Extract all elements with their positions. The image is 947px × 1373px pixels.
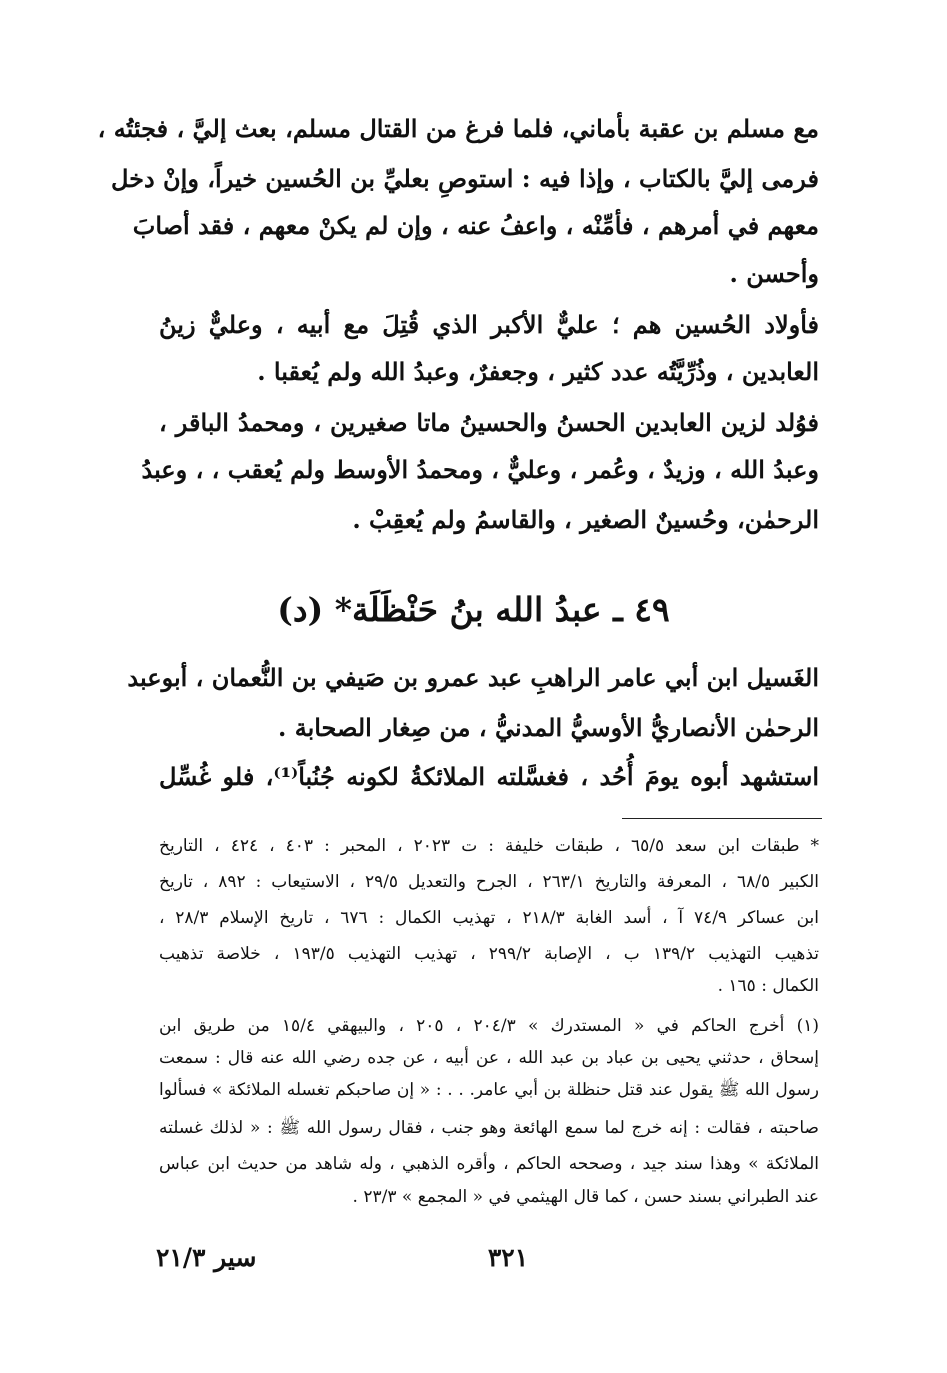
- footnote-line: الملائكة » وهذا سند جيد ، وصححه الحاكم ، وأقره الذهبي ، وله شاهد من حديث ابن عباس: [159, 1154, 819, 1174]
- text-line: الرحمٰن، وحُسينٌ الصغير ، والقاسمُ ولم يُعقِبْ .: [352, 505, 819, 534]
- text-line: معهم في أمرهم ، فأمِّنْه ، واعفُ عنه ، وإن لم يكنْ معهم ، فقد أصابَ: [132, 211, 819, 240]
- text-line: الرحمٰن الأنصاريُّ الأوسيُّ المدنيُّ ، من صِغار الصحابة .: [277, 713, 819, 742]
- signature-mark: سير ٢١/٣: [156, 1243, 257, 1272]
- text-line: الغَسيل ابن أبي عامر الراهبِ عبد عمرو بن صَيفي بن النُّعمان ، أبوعبد: [127, 663, 819, 692]
- text-line: استشهد أبوه يومَ أُحُد ، فغسَّلته الملائكةُ لكونه جُنُباً⁽¹⁾، فلو غُسِّل: [159, 762, 819, 791]
- page-number: ٣٢١: [487, 1243, 529, 1272]
- footnote-line: الكبير ٦٨/٥ ، المعرفة والتاريخ ٢٦٣/١ ، الجرح والتعديل ٢٩/٥ ، الاستيعاب : ٨٩٢ ، تاريخ: [159, 872, 819, 892]
- text-line: العابدين ، وذُرِّيَّتُه عدد كثير ، وجعفرٌ، وعبدُ الله ولم يُعقبا .: [257, 357, 819, 386]
- text-line: وعبدُ الله ، وزيدٌ ، وعُمر ، وعليٌّ ، ومحمدُ الأوسط ولم يُعقب ، ، وعبدُ: [141, 455, 819, 484]
- footnote-line: ابن عساكر ٧٤/٩ آ ، أسد الغابة ٢١٨/٣ ، تهذيب الكمال : ٦٧٦ ، تاريخ الإسلام ٢٨/٣ ،: [159, 908, 820, 928]
- text-line: مع مسلم بن عقبة بأماني، فلما فرغ من القتال مسلم، بعث إليَّ ، فجئتُه ،: [97, 114, 819, 143]
- footnote-line: عند الطبراني بسند حسن ، كما قال الهيثمي في « المجمع » ٢٣/٣ .: [352, 1187, 819, 1207]
- text-line: فوُلد لزين العابدين الحسنُ والحسينُ ماتا صغيرين ، ومحمدُ الباقر ،: [159, 408, 819, 437]
- footnote-line: الكمال : ١٦٥ .: [717, 976, 819, 996]
- text-line: وأحسن .: [729, 259, 819, 288]
- footnote-line: رسول الله ﷺ يقول عند قتل حنظلة بن أبي عامر. . . : « إن صاحبكم تغسله الملائكة » فسألوا: [159, 1080, 819, 1100]
- footnote-line: * طبقات ابن سعد ٦٥/٥ ، طبقات خليفة : ت ٢٠٢٣ ، المحبر : ٤٠٣ ، ٤٢٤ ، التاريخ: [159, 836, 820, 856]
- text-line: فرمى إليَّ بالكتاب ، وإذا فيه : استوصِ بعليِّ بن الحُسين خيراً، وإنْ دخل: [111, 164, 819, 193]
- section-heading: ٤٩ ـ عبدُ الله بنُ حَنْظَلَة* (د): [277, 590, 670, 629]
- footnote-line: إسحاق ، حدثني يحيى بن عباد بن عبد الله ، عن أبيه ، عن جده رضي الله عنه قال : سمعت: [159, 1048, 819, 1068]
- footnote-separator: [622, 818, 822, 819]
- text-line: فأولاد الحُسين هم ؛ عليٌّ الأكبر الذي قُتِلَ مع أبيه ، وعليٌّ زينُ: [159, 310, 819, 339]
- footnote-line: (١) أخرج الحاكم في « المستدرك » ٢٠٤/٣ ، ٢٠٥ ، والبيهقي ١٥/٤ من طريق ابن: [159, 1016, 820, 1036]
- footnote-line: صاحبته ، فقالت : إنه خرج لما سمع الهائعة وهو جنب ، فقال رسول الله ﷺ : « لذلك غسلته: [159, 1118, 819, 1138]
- footnote-line: تذهيب التهذيب ١٣٩/٢ ب ، الإصابة ٢٩٩/٢ ، تهذيب التهذيب ١٩٣/٥ ، خلاصة تذهيب: [159, 944, 820, 964]
